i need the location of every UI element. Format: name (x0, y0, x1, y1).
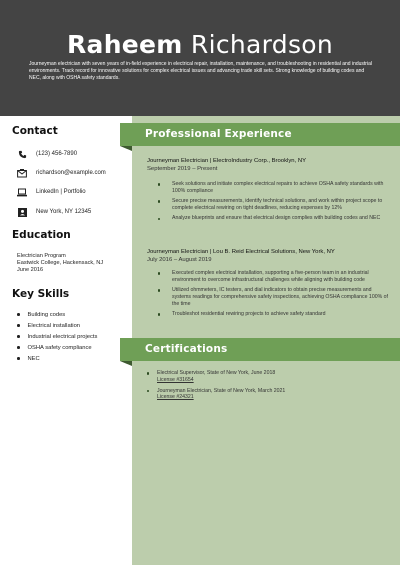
job-bullets (158, 181, 388, 225)
id-card-icon (17, 207, 27, 217)
contact-heading: Contact (12, 125, 58, 137)
job-bullets (158, 270, 388, 321)
experience-heading: Professional Experience (145, 128, 292, 140)
license-link[interactable]: License #31654 (157, 376, 194, 383)
resume-header (0, 0, 400, 116)
education-details (17, 253, 103, 274)
list-item: Analyze blueprints and ensure that electrical design complies with building codes and NEC (158, 215, 388, 222)
contact-email (17, 168, 106, 178)
summary-text: Journeyman electrician with seven years of in-field experience in electrical repair, installation, maintenance, and troubleshooting in residential and industrial environments. Track record for innovative solutions for complex electrical issues and advancing trade skill sets. Strong knowledge of building codes and NEC, along with OSHA safety standards. (29, 61, 372, 81)
certifications-heading: Certifications (145, 343, 228, 355)
skills-heading: Key Skills (12, 288, 70, 300)
contact-phone (17, 149, 77, 159)
skills-list (17, 309, 97, 364)
list-item (147, 388, 377, 402)
contact-location (17, 207, 91, 217)
job-dates: July 2016 – August 2019 (147, 256, 212, 263)
phone-text: (123) 456-7890 (36, 151, 78, 157)
education-program: Electrician Program (17, 253, 66, 259)
list-item (147, 370, 377, 384)
list-item: Secure precise measurements, identify technical solutions, and work within project scope to complete electrical rewiring on tight deadlines, reducing expenses by 12% (158, 198, 388, 212)
job-dates: September 2019 – Present (147, 165, 218, 172)
education-school: Eastwick College, Hackensack, NJ (17, 260, 104, 266)
phone-icon (17, 149, 27, 159)
location-text: New York, NY 12345 (36, 209, 92, 215)
list-item: OSHA safety compliance (17, 342, 97, 353)
banner-fold (120, 146, 132, 151)
job-title: Journeyman Electrician | Lou B. Reid Electrical Solutions, New York, NY (147, 249, 335, 255)
laptop-icon (17, 187, 27, 197)
job-title: Journeyman Electrician | ElectroIndustry Corp., Brooklyn, NY (147, 158, 307, 164)
list-item: Building codes (17, 309, 97, 320)
first-name: Raheem (66, 30, 183, 59)
list-item: NEC (17, 353, 97, 364)
certification-name: Electrical Supervisor, State of New York, June 2018 (157, 370, 276, 376)
job-header (147, 249, 335, 264)
list-item: Executed complex electrical installation, supporting a five-person team in an industrial environment to overcome infrastructural challenges while aligning with building code (158, 270, 388, 284)
job-header (147, 158, 306, 173)
candidate-name (0, 30, 400, 59)
banner-fold (120, 361, 132, 366)
education-date: June 2016 (17, 267, 44, 273)
contact-links (17, 187, 86, 197)
links-text[interactable]: LinkedIn | Portfolio (36, 189, 86, 195)
email-text[interactable]: richardson@example.com (36, 170, 106, 176)
certifications-list (147, 370, 377, 405)
last-name: Richardson (190, 30, 334, 59)
list-item: Industrial electrical projects (17, 331, 97, 342)
license-link[interactable]: License #24321 (157, 394, 194, 401)
list-item: Troubleshot residential rewiring projects to achieve safety standard (158, 311, 388, 318)
email-icon (17, 168, 27, 178)
list-item: Seek solutions and initiate complex electrical repairs to achieve OSHA safety standards with 100% compliance (158, 181, 388, 195)
certification-name: Journeyman Electrician, State of New York, March 2021 (157, 387, 286, 394)
list-item: Electrical installation (17, 320, 97, 331)
list-item: Utilized ohmmeters, IC testers, and dial indicators to obtain precise measurements and systems readings for comprehensive safety inspections, achieving OSHA compliance 100% of the time (158, 287, 388, 307)
education-heading: Education (12, 229, 71, 241)
